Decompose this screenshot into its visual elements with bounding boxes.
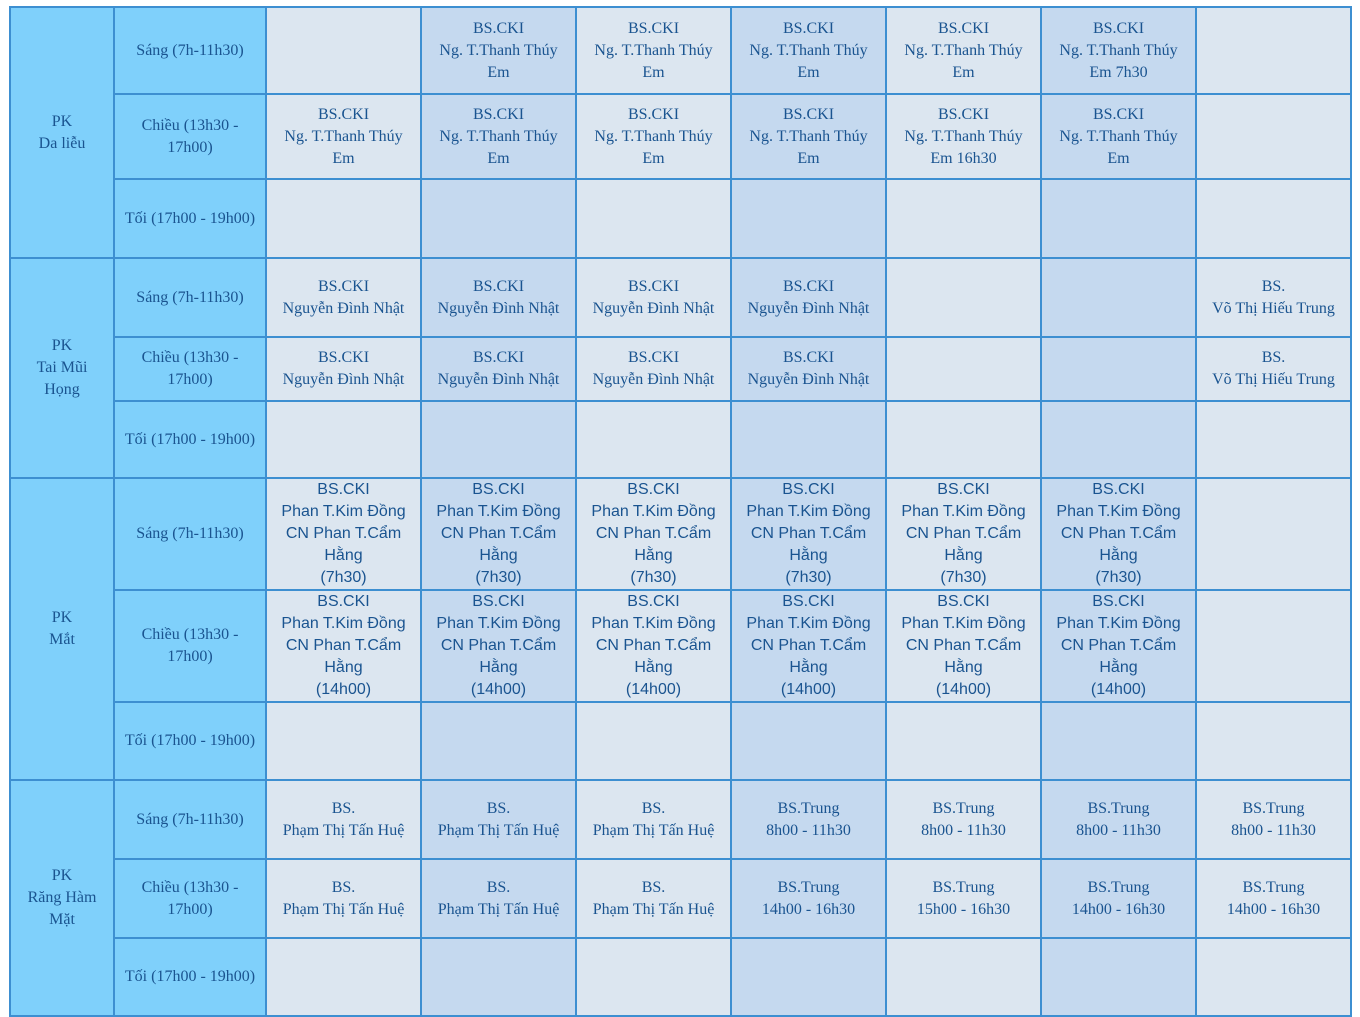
schedule-cell [1196, 7, 1351, 94]
schedule-cell [1196, 179, 1351, 258]
schedule-cell: BS.Trung 8h00 - 11h30 [886, 780, 1041, 859]
schedule-cell [886, 401, 1041, 478]
schedule-cell: BS. Phạm Thị Tấn Huệ [266, 780, 421, 859]
schedule-cell: BS.CKI Nguyễn Đình Nhật [421, 337, 576, 401]
schedule-cell [731, 702, 886, 780]
schedule-cell: BS.CKI Phan T.Kim Đồng CN Phan T.Cẩm Hằng (14h00) [266, 590, 421, 702]
session-label: Sáng (7h-11h30) [114, 7, 266, 94]
department-name: PK Da liễu [10, 7, 114, 258]
schedule-row [10, 337, 1351, 401]
schedule-cell: BS.Trung 8h00 - 11h30 [731, 780, 886, 859]
schedule-cell: BS. Võ Thị Hiếu Trung [1196, 258, 1351, 337]
department-name: PK Tai Mũi Họng [10, 258, 114, 478]
schedule-cell: BS.CKI Nguyễn Đình Nhật [576, 337, 731, 401]
schedule-cell [421, 179, 576, 258]
schedule-cell: BS.CKI Ng. T.Thanh Thúy Em [421, 7, 576, 94]
schedule-cell [1041, 337, 1196, 401]
schedule-cell [266, 702, 421, 780]
schedule-cell: BS.CKI Ng. T.Thanh Thúy Em [266, 94, 421, 179]
schedule-cell: BS.CKI Phan T.Kim Đồng CN Phan T.Cẩm Hằng (7h30) [576, 478, 731, 590]
schedule-cell: BS.Trung 8h00 - 11h30 [1196, 780, 1351, 859]
schedule-cell [886, 179, 1041, 258]
session-label: Tối (17h00 - 19h00) [114, 179, 266, 258]
schedule-cell: BS. Võ Thị Hiếu Trung [1196, 337, 1351, 401]
schedule-cell [886, 258, 1041, 337]
session-label: Sáng (7h-11h30) [114, 258, 266, 337]
schedule-cell [421, 401, 576, 478]
schedule-cell [1196, 702, 1351, 780]
schedule-cell: BS. Phạm Thị Tấn Huệ [421, 780, 576, 859]
schedule-cell: BS.CKI Ng. T.Thanh Thúy Em [731, 94, 886, 179]
schedule-cell: BS.CKI Nguyễn Đình Nhật [731, 337, 886, 401]
schedule-cell [266, 7, 421, 94]
schedule-cell [1041, 258, 1196, 337]
session-label: Sáng (7h-11h30) [114, 780, 266, 859]
schedule-cell [1041, 401, 1196, 478]
schedule-cell [1041, 702, 1196, 780]
schedule-cell: BS.CKI Ng. T.Thanh Thúy Em [576, 7, 731, 94]
schedule-body [10, 7, 1351, 1016]
schedule-cell: BS.CKI Phan T.Kim Đồng CN Phan T.Cẩm Hằng (14h00) [576, 590, 731, 702]
schedule-cell [421, 702, 576, 780]
schedule-cell [1196, 478, 1351, 590]
schedule-row [10, 938, 1351, 1016]
schedule-cell: BS.CKI Phan T.Kim Đồng CN Phan T.Cẩm Hằng (14h00) [421, 590, 576, 702]
schedule-cell: BS.CKI Phan T.Kim Đồng CN Phan T.Cẩm Hằng (7h30) [886, 478, 1041, 590]
schedule-cell [1196, 94, 1351, 179]
schedule-cell [266, 179, 421, 258]
schedule-cell: BS.CKI Nguyễn Đình Nhật [731, 258, 886, 337]
schedule-cell: BS.CKI Nguyễn Đình Nhật [266, 258, 421, 337]
schedule-cell: BS.CKI Phan T.Kim Đồng CN Phan T.Cẩm Hằng (7h30) [266, 478, 421, 590]
schedule-cell [886, 938, 1041, 1016]
schedule-row [10, 478, 1351, 590]
schedule-cell [266, 938, 421, 1016]
schedule-cell: BS.CKI Phan T.Kim Đồng CN Phan T.Cẩm Hằng (14h00) [886, 590, 1041, 702]
session-label: Sáng (7h-11h30) [114, 478, 266, 590]
schedule-cell [886, 337, 1041, 401]
schedule-cell: BS.Trung 8h00 - 11h30 [1041, 780, 1196, 859]
schedule-cell: BS.Trung 14h00 - 16h30 [1196, 859, 1351, 938]
schedule-cell: BS.CKI Phan T.Kim Đồng CN Phan T.Cẩm Hằng (14h00) [1041, 590, 1196, 702]
schedule-cell: BS.CKI Phan T.Kim Đồng CN Phan T.Cẩm Hằng (14h00) [731, 590, 886, 702]
session-label: Chiều (13h30 - 17h00) [114, 590, 266, 702]
schedule-cell [576, 401, 731, 478]
clinic-schedule-table [9, 6, 1352, 1017]
schedule-cell: BS.CKI Nguyễn Đình Nhật [421, 258, 576, 337]
schedule-row [10, 258, 1351, 337]
schedule-cell [1196, 401, 1351, 478]
schedule-cell: BS. Phạm Thị Tấn Huệ [266, 859, 421, 938]
schedule-cell: BS. Phạm Thị Tấn Huệ [421, 859, 576, 938]
schedule-row [10, 859, 1351, 938]
schedule-cell: BS.CKI Ng. T.Thanh Thúy Em [886, 7, 1041, 94]
schedule-cell: BS.CKI Phan T.Kim Đồng CN Phan T.Cẩm Hằng (7h30) [1041, 478, 1196, 590]
schedule-cell [731, 401, 886, 478]
session-label: Chiều (13h30 - 17h00) [114, 94, 266, 179]
schedule-cell: BS.Trung 15h00 - 16h30 [886, 859, 1041, 938]
schedule-cell: BS. Phạm Thị Tấn Huệ [576, 859, 731, 938]
schedule-cell: BS.CKI Phan T.Kim Đồng CN Phan T.Cẩm Hằng (7h30) [731, 478, 886, 590]
schedule-cell [576, 179, 731, 258]
schedule-cell [266, 401, 421, 478]
schedule-cell [731, 179, 886, 258]
schedule-cell [1196, 938, 1351, 1016]
schedule-cell: BS.CKI Ng. T.Thanh Thúy Em 7h30 [1041, 7, 1196, 94]
schedule-cell: BS.Trung 14h00 - 16h30 [731, 859, 886, 938]
session-label: Tối (17h00 - 19h00) [114, 938, 266, 1016]
schedule-cell [576, 938, 731, 1016]
schedule-cell [1041, 938, 1196, 1016]
schedule-cell [731, 938, 886, 1016]
schedule-cell: BS.CKI Ng. T.Thanh Thúy Em [421, 94, 576, 179]
department-name: PK Răng Hàm Mặt [10, 780, 114, 1016]
schedule-cell: BS.CKI Ng. T.Thanh Thúy Em 16h30 [886, 94, 1041, 179]
schedule-row [10, 179, 1351, 258]
schedule-row [10, 780, 1351, 859]
schedule-cell: BS.CKI Phan T.Kim Đồng CN Phan T.Cẩm Hằng (7h30) [421, 478, 576, 590]
schedule-cell: BS.Trung 14h00 - 16h30 [1041, 859, 1196, 938]
schedule-row [10, 590, 1351, 702]
schedule-cell: BS.CKI Nguyễn Đình Nhật [266, 337, 421, 401]
schedule-row [10, 94, 1351, 179]
schedule-row [10, 7, 1351, 94]
schedule-container [9, 6, 1352, 1017]
schedule-cell: BS.CKI Ng. T.Thanh Thúy Em [576, 94, 731, 179]
schedule-cell: BS.CKI Ng. T.Thanh Thúy Em [731, 7, 886, 94]
session-label: Tối (17h00 - 19h00) [114, 401, 266, 478]
session-label: Tối (17h00 - 19h00) [114, 702, 266, 780]
schedule-cell [886, 702, 1041, 780]
schedule-row [10, 401, 1351, 478]
schedule-cell: BS.CKI Nguyễn Đình Nhật [576, 258, 731, 337]
schedule-cell [1196, 590, 1351, 702]
schedule-cell [421, 938, 576, 1016]
schedule-row [10, 702, 1351, 780]
schedule-cell: BS. Phạm Thị Tấn Huệ [576, 780, 731, 859]
session-label: Chiều (13h30 - 17h00) [114, 337, 266, 401]
schedule-cell: BS.CKI Ng. T.Thanh Thúy Em [1041, 94, 1196, 179]
department-name: PK Mắt [10, 478, 114, 780]
session-label: Chiều (13h30 - 17h00) [114, 859, 266, 938]
schedule-cell [576, 702, 731, 780]
schedule-cell [1041, 179, 1196, 258]
